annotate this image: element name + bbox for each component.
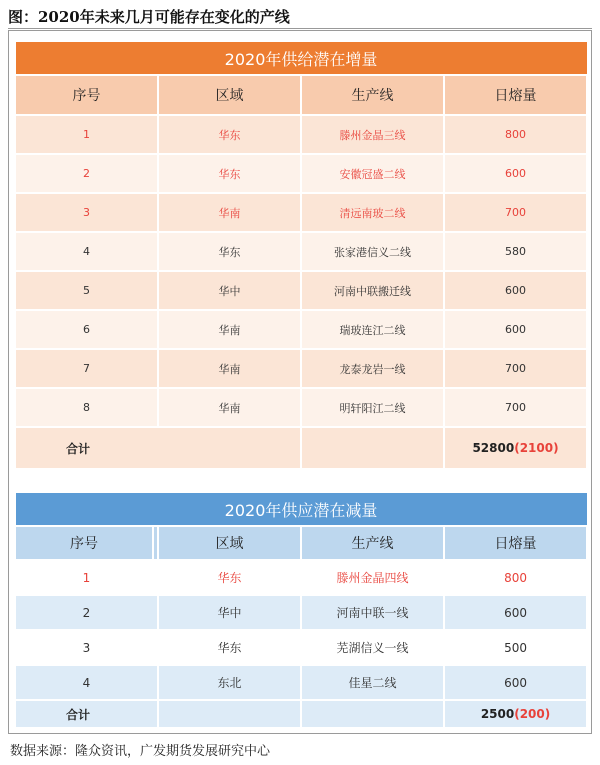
row-melt: 600 bbox=[444, 665, 587, 700]
total-paren-open: ( bbox=[514, 441, 520, 455]
row-region: 华东 bbox=[158, 560, 301, 595]
table-row bbox=[15, 665, 587, 700]
row-region: 华南 bbox=[158, 349, 301, 388]
decrease-banner: 2020年供应潜在减量 bbox=[15, 493, 587, 527]
row-no: 2 bbox=[15, 154, 158, 193]
row-region: 华南 bbox=[158, 388, 301, 427]
col-header-line: 生产线 bbox=[301, 526, 444, 560]
row-line: 明轩阳江二线 bbox=[301, 388, 444, 427]
row-no: 3 bbox=[15, 630, 158, 665]
row-region: 华南 bbox=[158, 193, 301, 232]
row-region: 华中 bbox=[158, 595, 301, 630]
total-paren-value: 200 bbox=[519, 707, 545, 721]
decrease-total-row bbox=[15, 700, 587, 728]
decrease-header-row bbox=[15, 526, 587, 560]
col-header-region: 区域 bbox=[158, 526, 301, 560]
row-no: 3 bbox=[15, 193, 158, 232]
row-region: 华东 bbox=[158, 630, 301, 665]
row-region: 华东 bbox=[158, 154, 301, 193]
row-melt: 700 bbox=[444, 388, 587, 427]
row-melt: 500 bbox=[444, 630, 587, 665]
source-note: 数据来源：隆众资讯，广发期货发展研究中心 bbox=[10, 744, 271, 759]
col-header-melt: 日熔量 bbox=[444, 75, 587, 115]
table-row bbox=[15, 560, 587, 595]
row-line: 芜湖信义一线 bbox=[301, 630, 444, 665]
table-row bbox=[15, 310, 587, 349]
row-melt: 700 bbox=[444, 193, 587, 232]
row-melt: 800 bbox=[444, 560, 587, 595]
table-row bbox=[15, 271, 587, 310]
row-line: 河南中联一线 bbox=[301, 595, 444, 630]
total-label: 合计 bbox=[15, 427, 301, 469]
title-divider bbox=[8, 28, 592, 29]
row-melt: 600 bbox=[444, 154, 587, 193]
total-spacer bbox=[158, 700, 301, 728]
col-header-no: 序号 bbox=[15, 75, 158, 115]
row-melt: 580 bbox=[444, 232, 587, 271]
row-line: 清远南玻二线 bbox=[301, 193, 444, 232]
total-paren-close: ) bbox=[544, 707, 551, 721]
row-no: 5 bbox=[15, 271, 158, 310]
col-header-line: 生产线 bbox=[301, 75, 444, 115]
row-line: 滕州金晶四线 bbox=[301, 560, 444, 595]
row-melt: 600 bbox=[444, 271, 587, 310]
table-row bbox=[15, 154, 587, 193]
row-line: 张家港信义二线 bbox=[301, 232, 444, 271]
row-line: 瑞玻连江二线 bbox=[301, 310, 444, 349]
supply-increase-table bbox=[14, 41, 588, 470]
row-no: 1 bbox=[15, 560, 158, 595]
row-no: 6 bbox=[15, 310, 158, 349]
row-line: 龙泰龙岩一线 bbox=[301, 349, 444, 388]
figure-title: 图：2020年未来几月可能存在变化的产线 bbox=[8, 8, 290, 26]
row-no: 4 bbox=[15, 232, 158, 271]
total-paren-open: ( bbox=[514, 707, 520, 721]
row-melt: 600 bbox=[444, 595, 587, 630]
row-line: 安徽冠盛二线 bbox=[301, 154, 444, 193]
table-row bbox=[15, 115, 587, 154]
row-line: 佳星二线 bbox=[301, 665, 444, 700]
row-no: 1 bbox=[15, 115, 158, 154]
row-melt: 600 bbox=[444, 310, 587, 349]
table-row bbox=[15, 388, 587, 427]
total-paren-close: ) bbox=[553, 441, 559, 455]
supply-decrease-table bbox=[14, 492, 588, 729]
table-row bbox=[15, 595, 587, 630]
row-region: 华南 bbox=[158, 310, 301, 349]
total-spacer bbox=[301, 427, 444, 469]
total-label: 合计 bbox=[15, 700, 158, 728]
row-no: 2 bbox=[15, 595, 158, 630]
total-paren-value: 2100 bbox=[519, 441, 554, 455]
row-melt: 800 bbox=[444, 115, 587, 154]
increase-header-row bbox=[15, 75, 587, 115]
table-row bbox=[15, 232, 587, 271]
total-value-cell bbox=[444, 700, 587, 728]
row-no: 7 bbox=[15, 349, 158, 388]
row-no: 8 bbox=[15, 388, 158, 427]
total-spacer bbox=[301, 700, 444, 728]
table-row bbox=[15, 630, 587, 665]
row-region: 华东 bbox=[158, 115, 301, 154]
col-header-melt: 日熔量 bbox=[444, 526, 587, 560]
increase-total-row bbox=[15, 427, 587, 469]
row-line: 河南中联搬迁线 bbox=[301, 271, 444, 310]
row-melt: 700 bbox=[444, 349, 587, 388]
total-value-cell bbox=[444, 427, 587, 469]
row-region: 东北 bbox=[158, 665, 301, 700]
increase-banner: 2020年供给潜在增量 bbox=[15, 42, 587, 76]
col-header-region: 区域 bbox=[158, 75, 301, 115]
table-row bbox=[15, 193, 587, 232]
row-region: 华中 bbox=[158, 271, 301, 310]
table-row bbox=[15, 349, 587, 388]
total-value: 2500 bbox=[480, 707, 515, 721]
row-region: 华东 bbox=[158, 232, 301, 271]
row-line: 滕州金晶三线 bbox=[301, 115, 444, 154]
col-header-no: 序号 bbox=[15, 526, 153, 560]
row-no: 4 bbox=[15, 665, 158, 700]
total-value: 52800 bbox=[472, 441, 515, 455]
